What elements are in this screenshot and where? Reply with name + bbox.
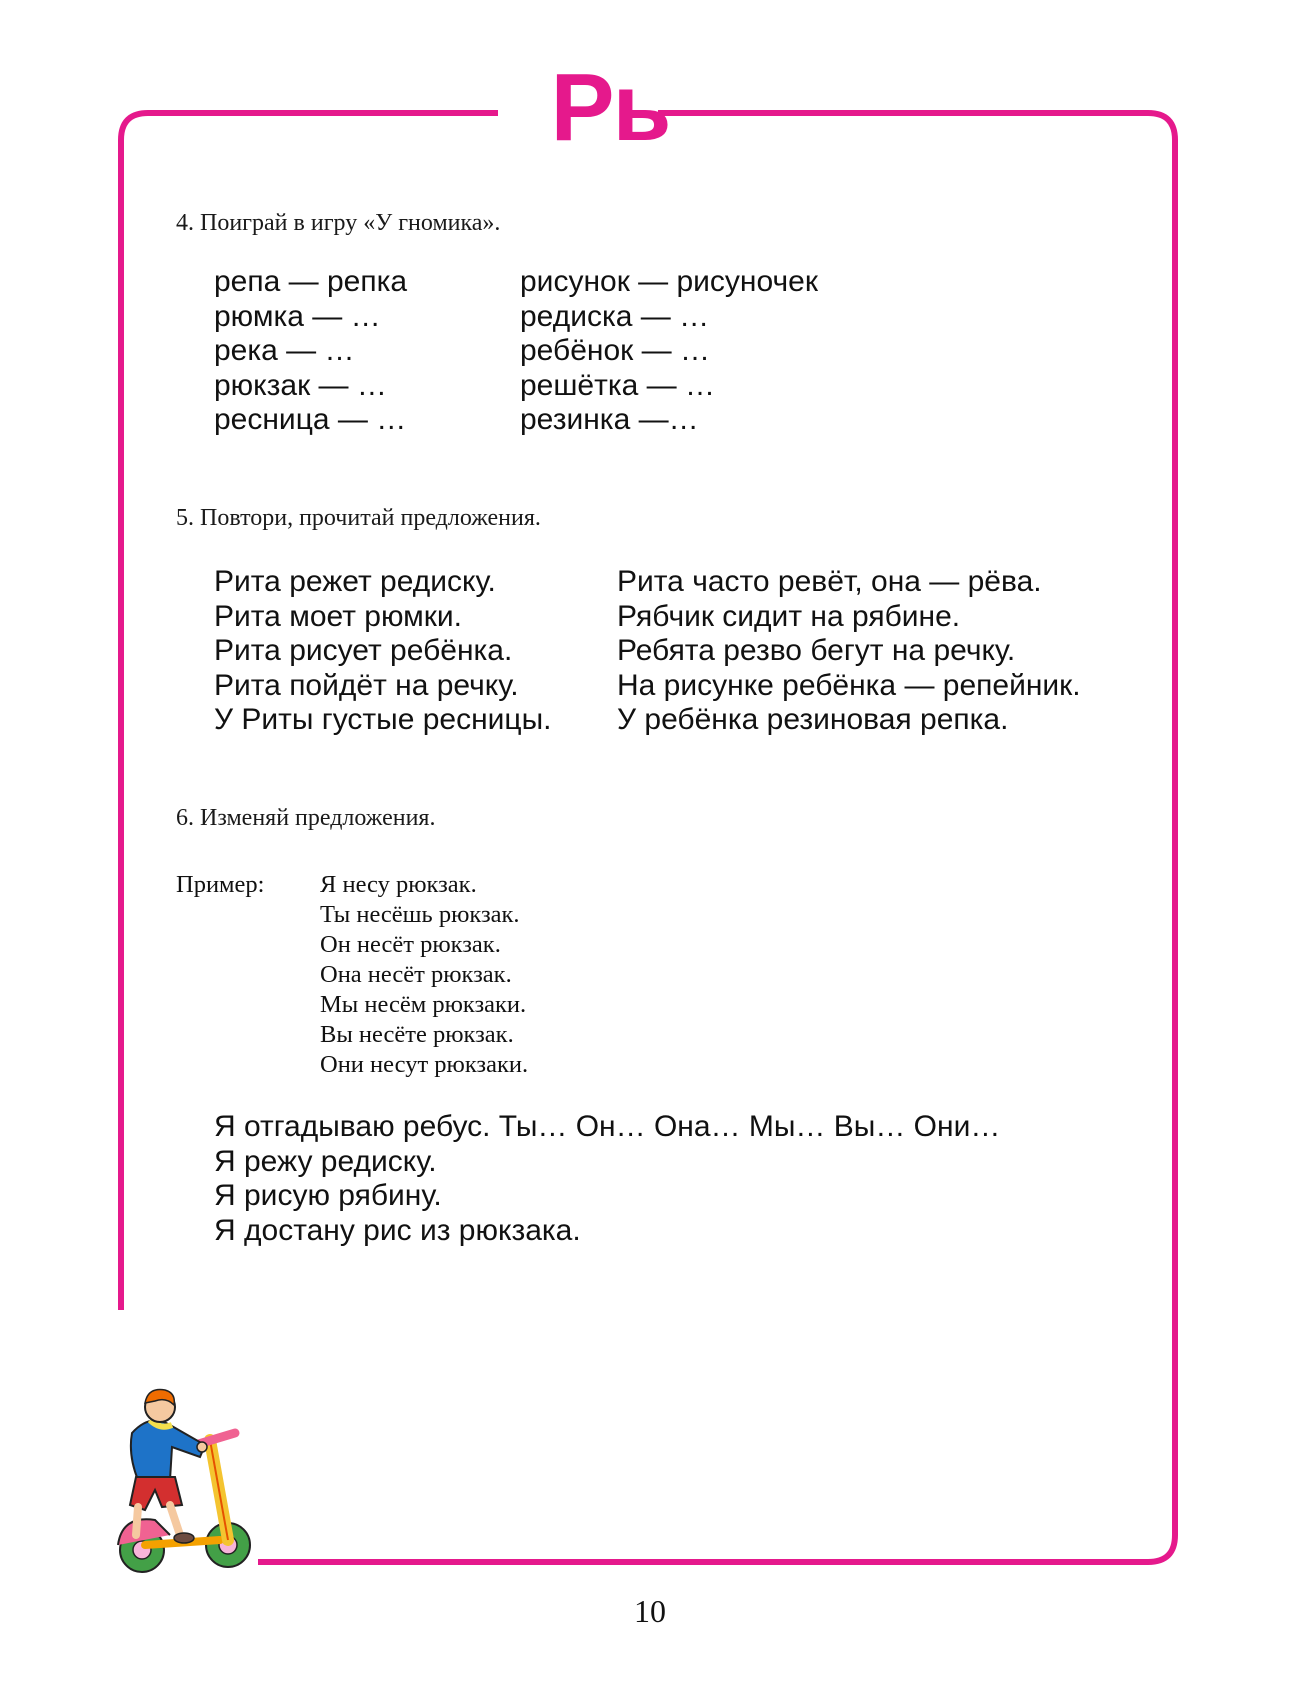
task-6-exercises [214,1110,1000,1248]
example-sentences [320,870,528,1080]
page-number: 10 [634,1593,666,1629]
list-item: репа — репка [214,265,408,298]
list-item: ресница — … [214,403,407,436]
task-4-left-column [214,265,407,438]
example-label-text: Пример: [176,871,265,898]
task-5-left-column [214,565,552,738]
list-item: ребёнок — … [520,334,710,367]
list-item: Рита рисует ребёнка. [214,634,513,667]
list-item: Рита часто ревёт, она — рёва. [617,565,1042,598]
list-item: рюмка — … [214,299,381,333]
list-item: решётка — … [520,368,715,402]
list-item: Вы несёте рюкзак. [320,1021,514,1048]
list-item: У Риты густые ресницы. [214,703,552,736]
task-5-right-column [617,565,1081,738]
list-item: Я отгадываю ребус. Ты… Он… Она… Мы… Вы… Они… [214,1110,1001,1143]
list-item: Рита пойдёт на речку. [214,668,519,702]
list-item: Ты несёшь рюкзак. [320,901,520,928]
list-item: рисунок — рисуночек [520,265,818,298]
list-item: Рита режет редиску. [214,565,496,598]
list-item: Она несёт рюкзак. [320,961,512,988]
list-item: Я рисую рябину. [214,1179,442,1212]
list-item: Он несёт рюкзак. [320,931,501,958]
task-6-title: 6. Изменяй предложения. [176,805,436,831]
list-item: У ребёнка резиновая репка. [617,703,1009,736]
list-item: Рита моет рюмки. [214,599,462,633]
task-4-title: 4. Поиграй в игру «У гномика». [176,210,501,236]
list-item: Мы несём рюкзаки. [320,991,527,1018]
list-item: Я несу рюкзак. [320,871,477,898]
task-4-right-column [520,265,818,438]
list-item: Ребята резво бегут на речку. [617,634,1016,667]
page-heading-letter: Рь [550,54,670,161]
list-item: редиска — … [520,299,710,333]
list-item: Я режу редиску. [214,1144,437,1178]
list-item: резинка —… [520,403,699,436]
list-item: Они несут рюкзаки. [320,1051,529,1078]
list-item: Я достану рис из рюкзака. [214,1213,581,1247]
example-label [176,870,265,900]
list-item: рюкзак — … [214,368,387,402]
list-item: река — … [214,334,355,367]
boy-on-scooter-illustration [110,1385,270,1580]
task-5-title: 5. Повтори, прочитай предложения. [176,505,541,531]
list-item: На рисунке ребёнка — репейник. [617,668,1081,702]
list-item: Рябчик сидит на рябине. [617,599,961,633]
